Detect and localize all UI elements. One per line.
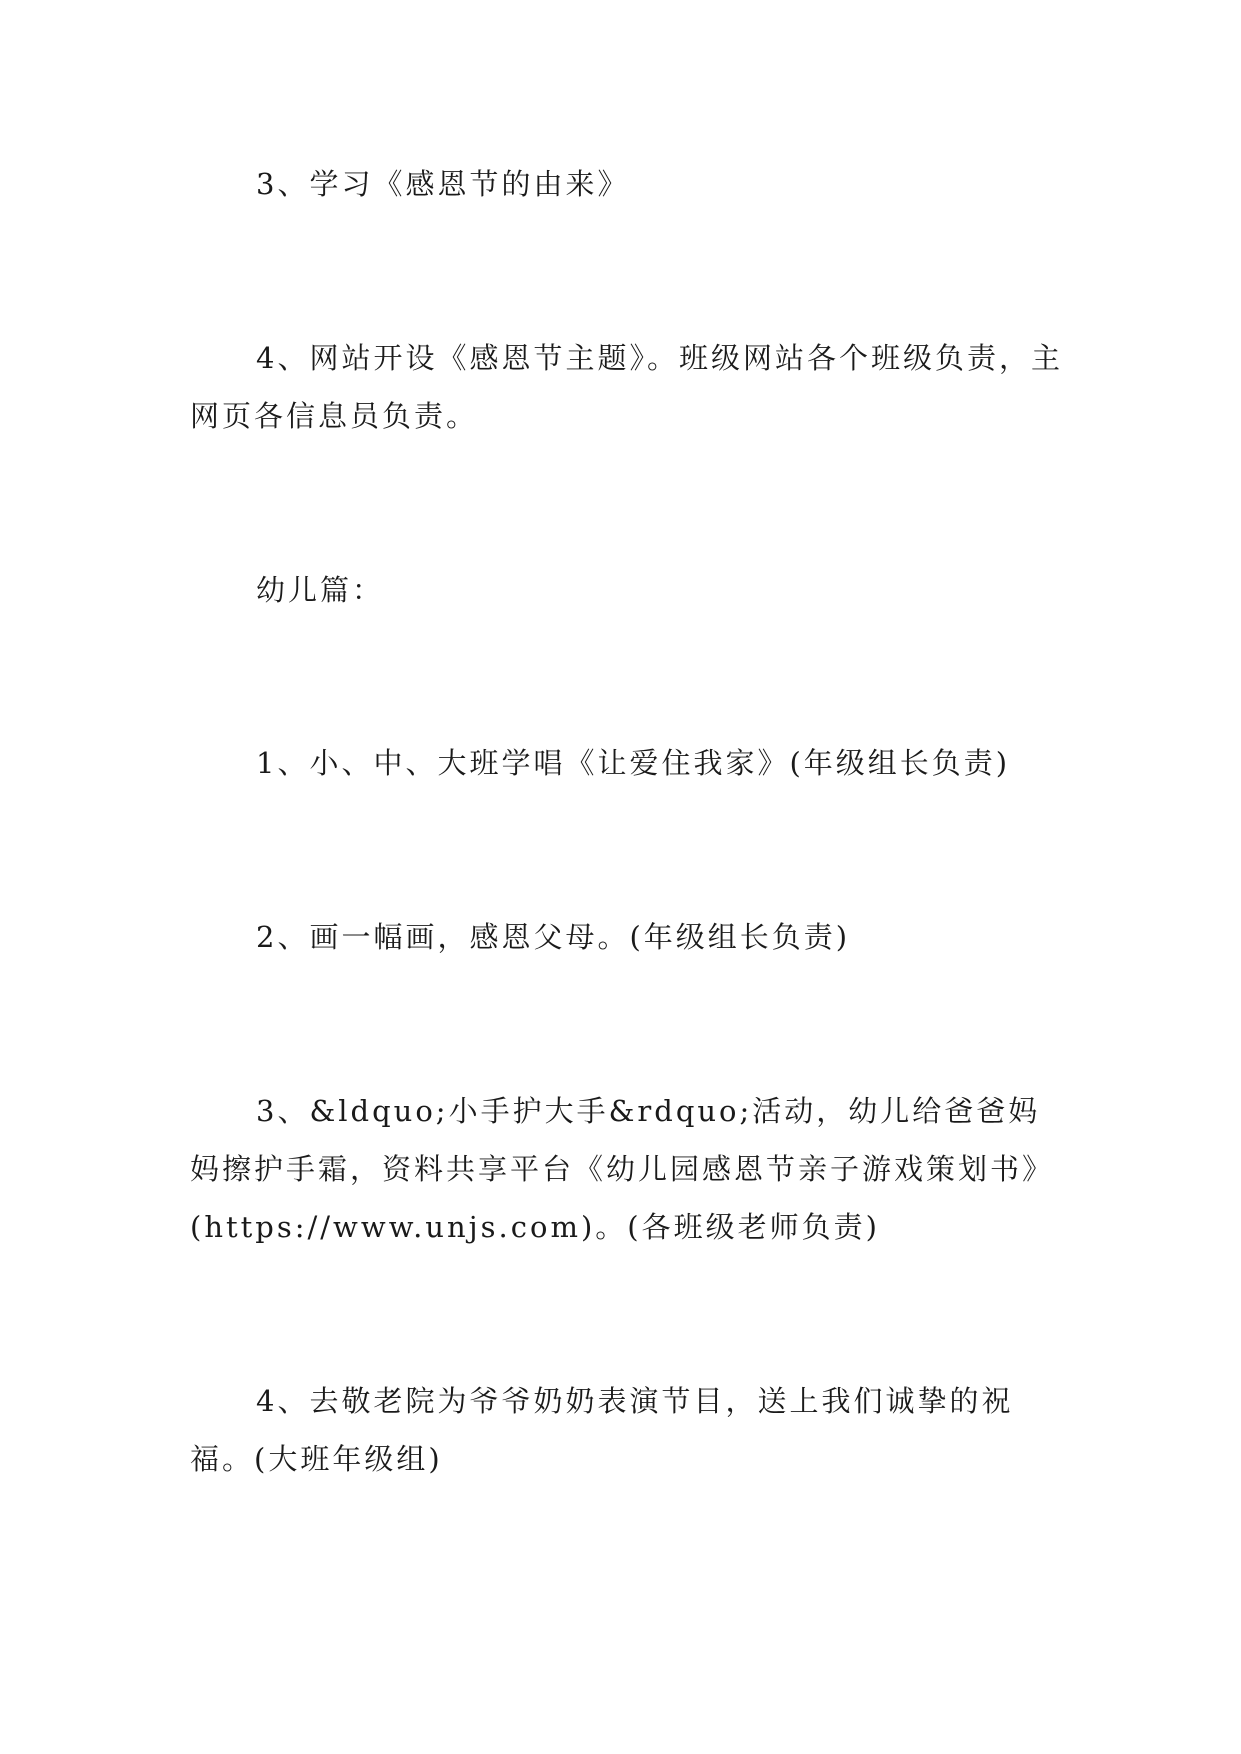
paragraph-children-item-4: 4、去敬老院为爷爷奶奶表演节目，送上我们诚挚的祝福。(大班年级组) [190,1384,1014,1476]
paragraph-children-item-1: 1、小、中、大班学唱《让爱住我家》(年级组长负责) [256,746,1011,780]
paragraph-item-4-website: 4、网站开设《感恩节主题》。班级网站各个班级负责，主网页各信息员负责。 [190,341,1063,433]
paragraph-children-item-3: 3、&ldquo;小手护大手&rdquo;活动，幼儿给爸爸妈妈擦护手霜，资料共享平台《幼儿园感恩节亲子游戏策划书》(https://www.unjs.com)。(各班级老师负责) [190,1094,1055,1244]
paragraph-children-item-2: 2、画一幅画，感恩父母。(年级组长负责) [256,920,851,954]
paragraph-item-3-learning: 3、学习《感恩节的由来》 [256,167,630,201]
section-heading-children: 幼儿篇： [256,573,385,607]
